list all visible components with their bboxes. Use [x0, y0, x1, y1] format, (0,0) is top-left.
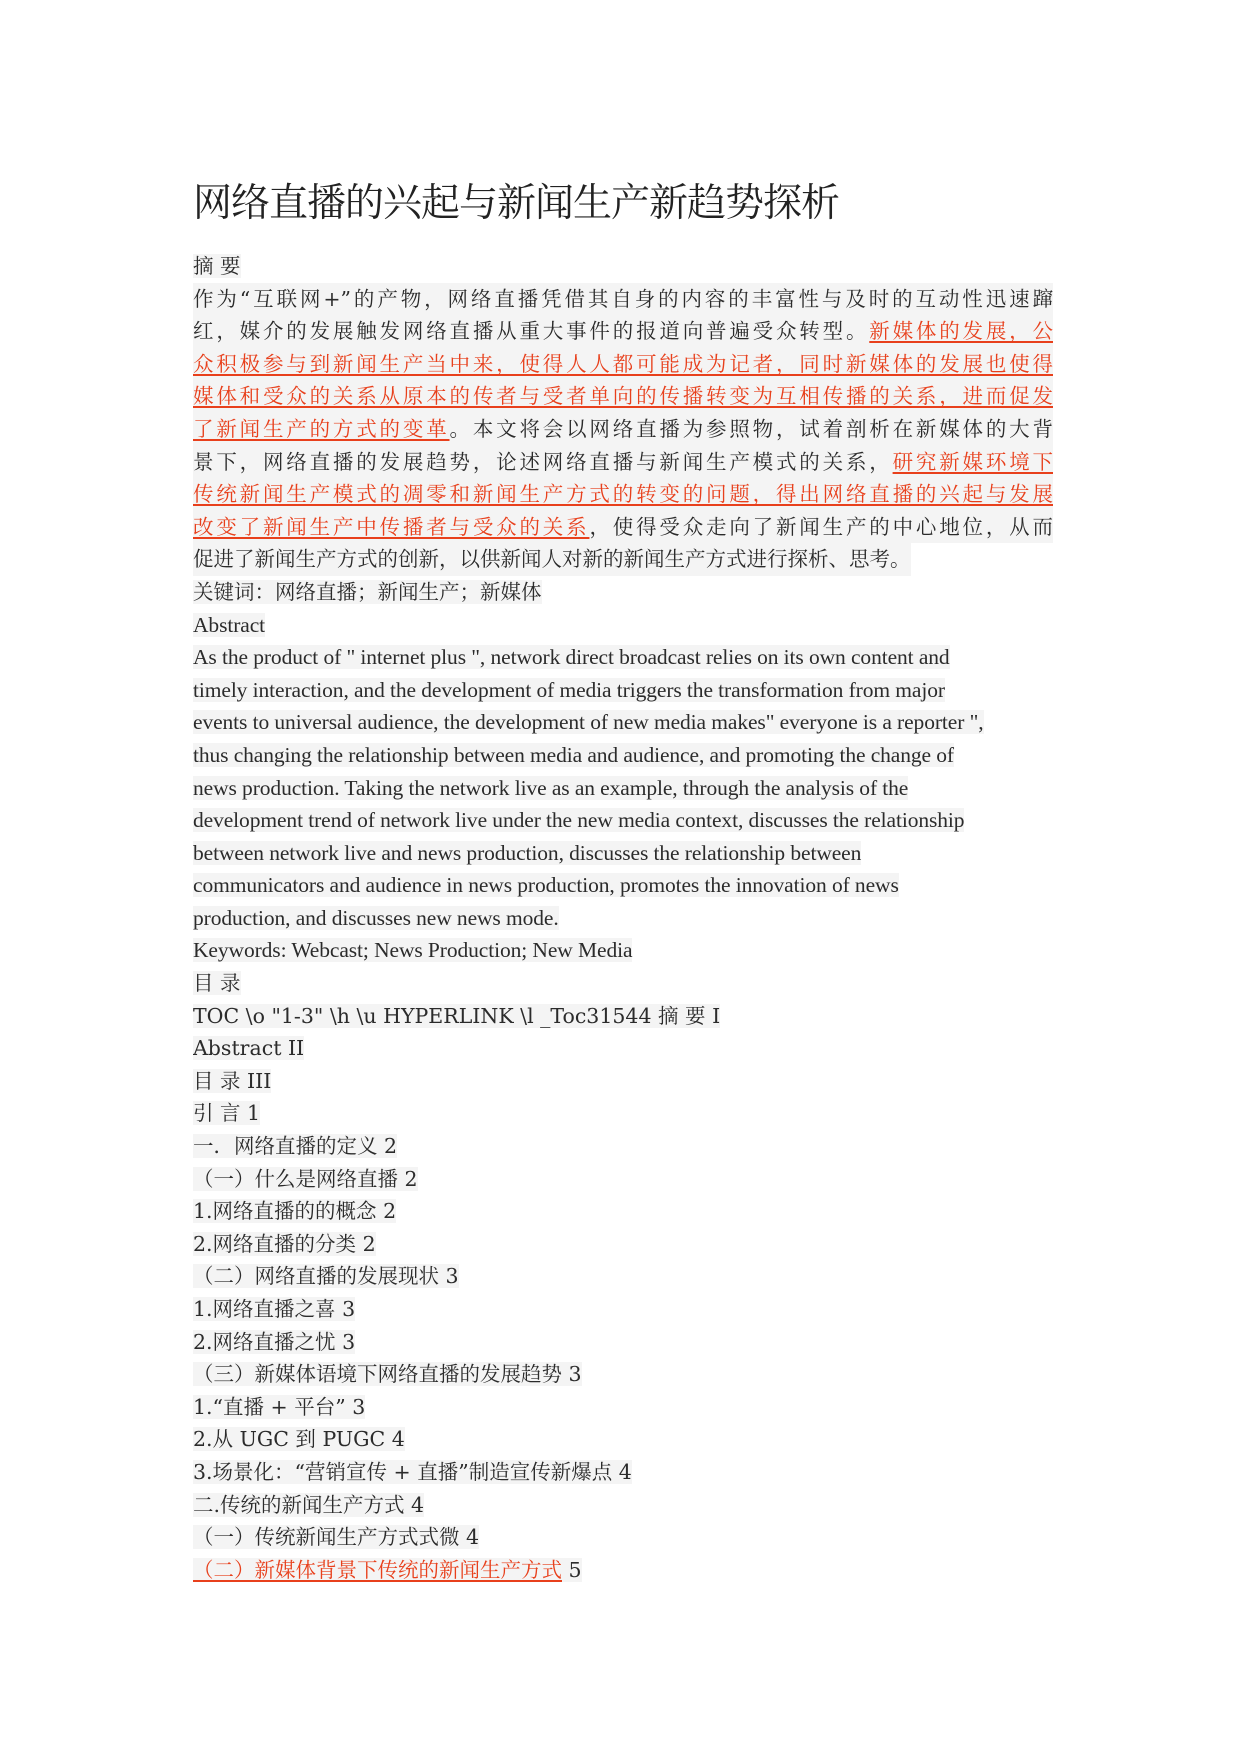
toc-entry[interactable]: 2.网络直播之忧 3 — [193, 1329, 356, 1354]
abstract-cn-line — [193, 315, 1053, 348]
highlighted-text: 新媒体的发展，公 — [869, 319, 1053, 344]
highlighted-text: 了新闻生产的方式的变革 — [193, 416, 450, 441]
toc-entry[interactable]: 3.场景化：“营销宣传 + 直播”制造宣传新爆点 4 — [193, 1459, 632, 1484]
abstract-cn-heading: 摘 要 — [193, 254, 241, 278]
highlighted-text: 众积极参与到新闻生产当中来，使得人人都可能成为记者，同时新媒体的发展也使得 — [193, 351, 1053, 376]
text-segment: 。本文将会以网络直播为参照物，试着剖析在新媒体的大背 — [449, 416, 1053, 441]
abstract-cn-line — [193, 511, 1053, 544]
toc-entry[interactable]: 1.网络直播之喜 3 — [193, 1297, 356, 1321]
abstract-cn-line — [193, 446, 1053, 479]
highlighted-text: 媒体和受众的关系从原本的传者与受者单向的传播转变为互相传播的关系，进而促发 — [193, 384, 1053, 409]
abstract-cn-line — [193, 380, 1053, 413]
highlighted-text: 传统新闻生产模式的凋零和新闻生产方式的转变的问题，得出网络直播的兴起与发展 — [193, 482, 1053, 507]
toc-entry[interactable]: （三）新媒体语境下网络直播的发展趋势 3 — [193, 1362, 582, 1387]
text-segment: 红，媒介的发展触发网络直播从重大事件的报道向普遍受众转型。 — [193, 319, 870, 344]
toc-entry[interactable]: 目 录 III — [193, 1068, 272, 1093]
abstract-en-line: development trend of network live under the new media context, discusses the relationship — [193, 808, 965, 833]
abstract-en-line: thus changing the relationship between media and audience, and promoting the change of — [193, 742, 954, 767]
abstract-en — [193, 641, 1053, 934]
toc-entry[interactable]: 1.“直播 + 平台” 3 — [193, 1394, 366, 1419]
highlighted-text: 研究新媒环境下 — [892, 449, 1053, 474]
toc-entry[interactable]: 1.网络直播的的概念 2 — [193, 1199, 397, 1224]
abstract-en-heading: Abstract — [193, 612, 266, 637]
abstract-cn — [193, 283, 1053, 576]
abstract-cn-line — [193, 543, 911, 576]
toc-heading: 目 录 — [193, 971, 241, 996]
abstract-cn-line — [193, 413, 1053, 446]
keywords-cn: 关键词：网络直播；新闻生产；新媒体 — [193, 579, 542, 604]
toc-entry[interactable]: Abstract II — [193, 1036, 305, 1061]
abstract-cn-line — [193, 283, 1053, 316]
toc-page-number: 5 — [562, 1557, 582, 1582]
abstract-cn-line — [193, 348, 1053, 381]
text-segment: ，使得受众走向了新闻生产的中心地位，从而 — [589, 514, 1053, 539]
text-segment: 景下，网络直播的发展趋势，论述网络直播与新闻生产模式的关系， — [193, 449, 893, 474]
toc-entry[interactable]: （二）新媒体背景下传统的新闻生产方式 5 — [193, 1557, 582, 1582]
document-body — [193, 250, 1053, 1586]
toc-entry[interactable]: （一）传统新闻生产方式式微 4 — [193, 1525, 480, 1550]
keywords-en: Keywords: Webcast; News Production; New Media — [193, 938, 633, 963]
text-segment: 促进了新闻生产方式的创新，以供新闻人对新的新闻生产方式进行探析、思考。 — [193, 547, 911, 572]
toc-entry[interactable]: 2.网络直播的分类 2 — [193, 1231, 376, 1256]
abstract-en-line: events to universal audience, the development of new media makes" everyone is a reporter ", — [193, 710, 984, 735]
abstract-en-line: news production. Taking the network live as an example, through the analysis of the — [193, 775, 909, 800]
toc-entry[interactable]: 2.从 UGC 到 PUGC 4 — [193, 1427, 405, 1452]
toc-entry[interactable]: 引 言 1 — [193, 1101, 261, 1126]
abstract-cn-line — [193, 478, 1053, 511]
table-of-contents — [193, 1000, 1053, 1587]
abstract-en-line: production, and discusses new news mode. — [193, 905, 559, 930]
highlighted-text: 改变了新闻生产中传播者与受众的关系 — [193, 514, 590, 539]
page-title: 网络直播的兴起与新闻生产新趋势探析 — [193, 181, 840, 226]
toc-entry[interactable]: 二.传统的新闻生产方式 4 — [193, 1492, 425, 1517]
text-segment: 作为“互联网+”的产物，网络直播凭借其自身的内容的丰富性与及时的互动性迅速蹿 — [193, 286, 1053, 311]
toc-entry[interactable]: （一）什么是网络直播 2 — [193, 1166, 418, 1191]
toc-entry[interactable]: TOC \o "1-3" \h \u HYPERLINK \l _Toc31544 摘 要 I — [193, 1003, 721, 1028]
toc-entry[interactable]: 一．网络直播的定义 2 — [193, 1134, 398, 1159]
abstract-en-line: between network live and news production, discusses the relationship between — [193, 840, 862, 865]
abstract-en-line: communicators and audience in news production, promotes the innovation of news — [193, 873, 899, 898]
abstract-en-line: timely interaction, and the development of media triggers the transformation from major — [193, 677, 945, 702]
toc-entry[interactable]: （二）网络直播的发展现状 3 — [193, 1264, 459, 1289]
abstract-en-line: As the product of " internet plus ", network direct broadcast relies on its own content and — [193, 645, 950, 670]
